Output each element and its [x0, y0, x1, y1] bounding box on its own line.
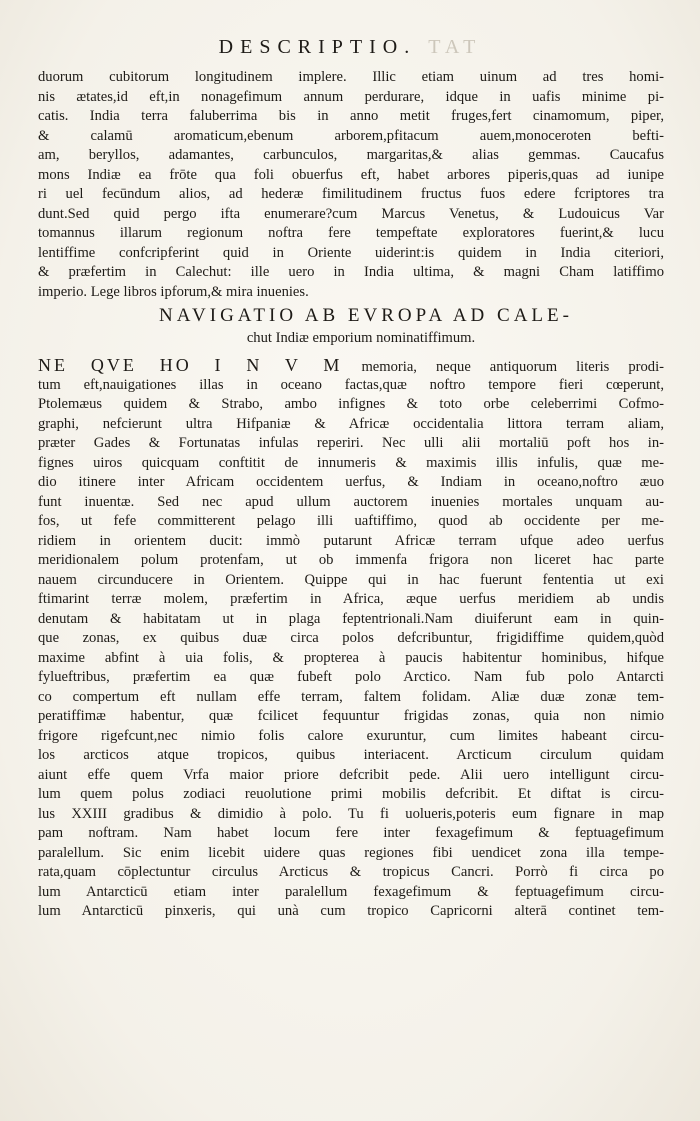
text-line: imperio. Lege libros ipforum,& mira inuenies. — [38, 283, 309, 300]
running-head-title: DESCRIPTIO. — [218, 36, 417, 58]
text-line: graphi, nefcierunt ultra Hifpaniæ & Africæ occidentalia littora terram aliam, — [38, 415, 664, 432]
text-line: funt inuentæ. Sed nec apud ullum auctorem inuenies mortales unquam au- — [38, 493, 664, 510]
text-line: fylueftribus, præfertim ea quæ fubeft polo Arctico. Nam fub polo Antarcti — [38, 669, 664, 685]
section-heading-line-2: chut Indiæ emporium nominatiffimum. — [246, 330, 476, 346]
running-head — [0, 36, 700, 59]
text-line: nis ætates,id eft,in nonagefimum annum perdurare, idque in uafis minime pi- — [38, 88, 664, 105]
text-block — [38, 68, 664, 922]
text-line: præter Gades & Fortunatas infulas reperiri. Nec ulli alii mortaliū poft hos in- — [38, 435, 664, 451]
opening-words: NE QVE HO I N V M — [38, 356, 343, 375]
text-line: lus XXIII gradibus & dimidio à polo. Tu fi uolueris,poteris eum fignare in map — [38, 805, 664, 822]
text-line: & præfertim in Calechut: ille uero in India ultima, & magni Cham latiffimo — [38, 264, 664, 280]
text-line: meridionalem polum protenfam, ut ob immenfa frigora non liceret hac parte — [38, 552, 664, 568]
text-line: dio itinere inter Africam occidentem uerfus, & Indiam in oceano,noftro æuo — [38, 474, 664, 490]
text-line: fignes uiros quicquam conftitit de innumeris & maximis illis infulis, quæ me- — [38, 454, 664, 471]
text-line: lentiffime confcripferint quid in Oriente uiderint:is quidem in India citeriori, — [38, 244, 664, 261]
text-line: fos, ut fefe committerent pelago illi uaftiffimo, quod ab occidente per me- — [38, 513, 664, 529]
section-heading-line-1: NAVIGATIO AB EVROPA AD CALE- — [159, 305, 573, 326]
text-line: lum Antarcticū etiam inter paralellum fexagefimum & feptuagefimum circu- — [38, 883, 664, 900]
text-line: los arcticos atque tropicos, quibus interiacent. Arcticum circulum quidam — [38, 747, 664, 763]
opening-line-rest: memoria, neque antiquorum literis prodi- — [361, 359, 664, 375]
text-line: denutam & habitatam ut in plaga feptentrionali.Nam diuiferunt eam in quin- — [38, 610, 664, 627]
text-line: lum quem polus zodiaci reuolutione primi mobilis defcribit. Et diftat is circu- — [38, 786, 664, 802]
text-line: paralellum. Sic enim licebit uidere quas regiones fibi uendicet zona illa tempe- — [38, 844, 664, 861]
paragraph-2-first-line — [38, 356, 664, 376]
paragraph-2 — [38, 356, 664, 922]
text-line: nauem circunducere in Orientem. Quippe qui in hac fuerunt fententia ut exi — [38, 571, 664, 588]
section-heading — [38, 306, 664, 350]
text-line: tomannus illarum regionum noftra fere tempeftate exploratores fuerint,& lucu — [38, 225, 664, 241]
text-line: Ptolemæus quidem & Strabo, ambo infignes & toto orbe celeberrimi Cofmo- — [38, 396, 664, 412]
text-line: dunt.Sed quid pergo ifta enumerare?cum Marcus Venetus, & Ludouicus Var — [38, 205, 664, 222]
text-line: maxime abfint à uia folis, & propterea à paucis habitentur hominibus, hifque — [38, 649, 664, 666]
text-line: duorum cubitorum longitudinem implere. Illic etiam uinum ad tres homi- — [38, 69, 664, 85]
text-line: frigore rigefcunt,nec nimio folis calore exuruntur, cum limites habeant circu- — [38, 727, 664, 744]
text-line: lum Antarcticū pinxeris, qui unà cum tropico Capricorni alterā continet tem- — [38, 903, 664, 919]
text-line: aiunt effe quem Vrfa maior priore defcribit pede. Alii uero intelligunt circu- — [38, 766, 664, 783]
text-line: ftimarint terræ molem, præfertim in Africa, æque uerfus meridiem ab undis — [38, 591, 664, 607]
text-line: ridiem in orientem ducit: immò putarunt Africæ terram ufque adeo uerfus — [38, 532, 664, 549]
text-line: rata,quam cōplectuntur circulus Arcticus & tropicus Cancri. Porrò fi circa po — [38, 864, 664, 880]
text-line: tum eft,nauigationes illas in oceano factas,quæ noftro tempore fieri cœperunt, — [38, 376, 664, 393]
text-line: co compertum eft nullam effe terram, faltem folidam. Aliæ duæ zonæ tem- — [38, 688, 664, 705]
text-line: pam noftram. Nam habet locum fere inter fexagefimum & feptuagefimum — [38, 825, 664, 841]
text-line: am, beryllos, adamantes, carbunculos, margaritas,& alias gemmas. Caucafus — [38, 147, 664, 163]
text-line: mons Indiæ ea frōte qua foli obuerfus eft, habet arbores piperis,quas ad iunipe — [38, 166, 664, 183]
text-line: que zonas, ex quibus duæ circa polos defcribuntur, frigidiffime quidem,quòd — [38, 630, 664, 646]
text-line: catis. India terra faluberrima bis in anno metit fruges,fert cinamomum, piper, — [38, 108, 664, 124]
text-line: & calamū aromaticum,ebenum arborem,pfitacum auem,monoceroten befti- — [38, 127, 664, 144]
text-line: peratiffimæ habentur, quæ fcilicet fequuntur frigidas zonas, quia non nimio — [38, 708, 664, 724]
paragraph-1 — [38, 68, 664, 302]
text-line: ri uel fecūndum alios, ad hederæ fimilitudinem fructus fuos edere fcriptores tra — [38, 186, 664, 202]
show-through-text: TAT — [428, 36, 482, 58]
